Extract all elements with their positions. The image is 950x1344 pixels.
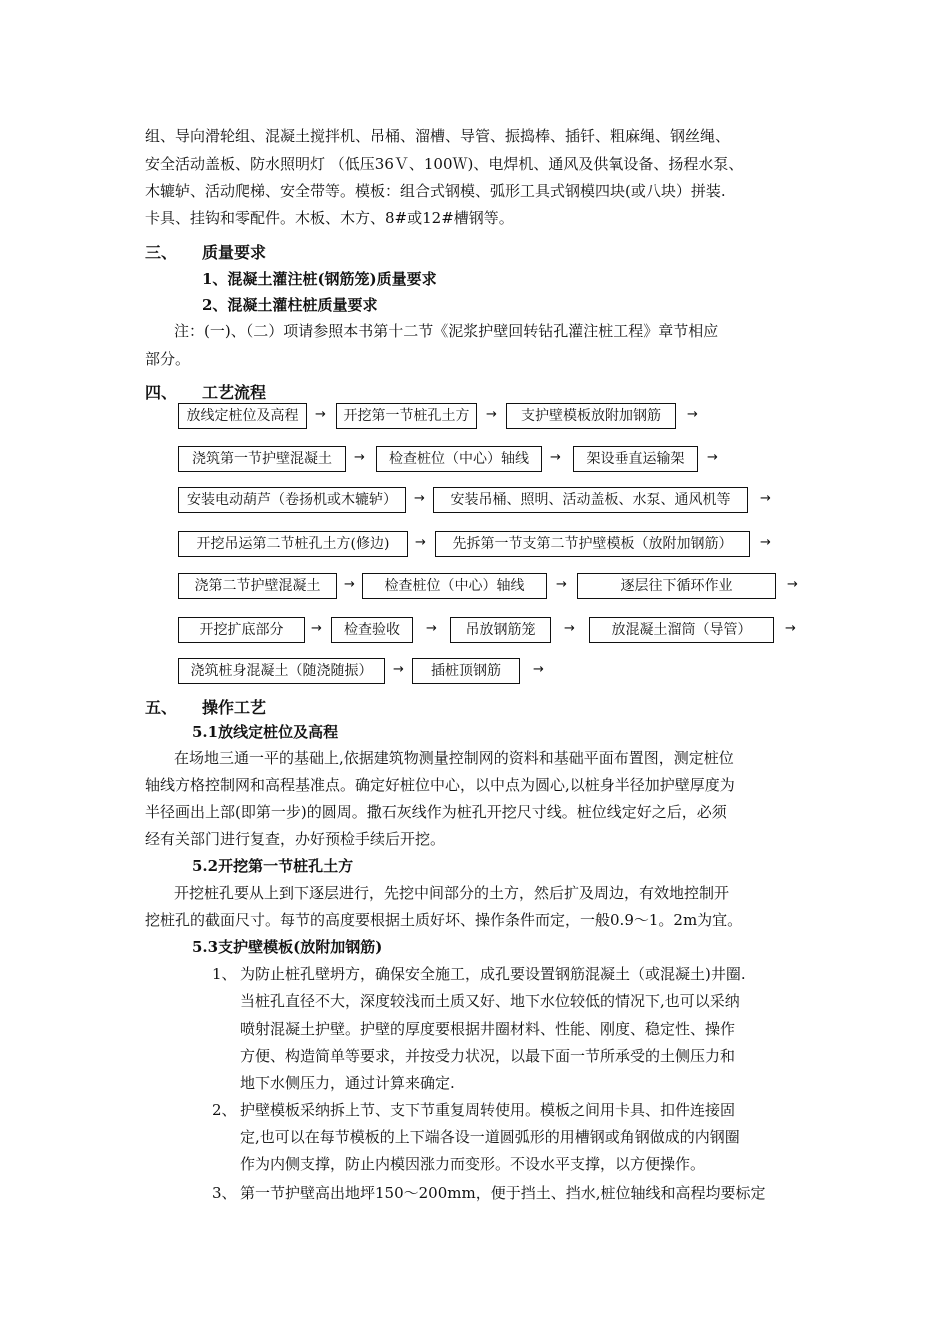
flow-arrow: → [787,577,798,592]
flow-step: 检查桩位（中心）轴线 [362,573,547,599]
section-title: 工艺流程 [202,383,267,402]
list-item-line: 为防止桩孔壁坍方，确保安全施工，成孔要设置钢筋混凝土（或混凝土)井圈. [240,965,746,983]
section-title: 质量要求 [202,243,267,262]
flow-step: 吊放钢筋笼 [450,617,551,643]
flow-arrow: → [564,621,575,636]
list-item-line: 当桩孔直径不大，深度较浅而土质又好、地下水位较低的情况下,也可以采纳 [240,992,740,1010]
flow-step: 逐层往下循环作业 [577,573,776,599]
flow-step: 插桩顶钢筋 [412,658,520,684]
flow-step: 架设垂直运输架 [573,446,698,472]
paragraph-line: 开挖桩孔要从上到下逐层进行，先挖中间部分的土方，然后扩及周边，有效地控制开 [174,884,730,902]
flow-arrow: → [550,450,561,465]
flow-step: 浇筑桩身混凝土（随浇随振） [178,658,385,684]
list-item-line: 护壁模板采纳拆上节、支下节重复周转使用。模板之间用卡具、扣件连接固 [240,1101,736,1119]
flow-arrow: → [785,621,796,636]
flow-arrow: → [315,407,326,422]
paragraph-line: 轴线方格控制网和高程基准点。确定好桩位中心，以中点为圆心,以桩身半径加护壁厚度为 [145,776,735,794]
intro-line: 组、导向滑轮组、混凝土搅拌机、吊桶、溜槽、导管、振捣棒、插钎、粗麻绳、钢丝绳、 [145,127,731,145]
flow-arrow: → [687,407,698,422]
paragraph-line: 半径画出上部(即第一步)的圆周。撒石灰线作为桩孔开挖尺寸线。桩位线定好之后，必须 [145,803,727,821]
flow-step: 先拆第一节支第二节护壁模板（放附加钢筋） [435,531,750,557]
list-number: 1、 [212,965,237,983]
paragraph-line: 经有关部门进行复查，办好预检手续后开挖。 [145,830,446,848]
section-title: 操作工艺 [202,698,267,717]
flow-step: 支护壁模板放附加钢筋 [506,403,676,429]
section-number: 三、 [145,243,178,262]
paragraph-line: 挖桩孔的截面尺寸。每节的高度要根据土质好坏、操作条件而定，一般0.9～1。2m为宜。 [145,911,743,929]
flow-step: 开挖扩底部分 [178,617,305,643]
list-number: 3、 [212,1184,237,1202]
intro-line: 卡具、挂钩和零配件。木板、木方、8#或12#槽钢等。 [145,209,514,227]
flow-arrow: → [311,621,322,636]
list-item-line: 方便、构造简单等要求，并按受力状况，以最下面一节所承受的土侧压力和 [240,1047,736,1065]
list-item-line: 喷射混凝土护壁。护壁的厚度要根据井圈材料、性能、刚度、稳定性、操作 [240,1020,736,1038]
flow-step: 浇第二节护壁混凝土 [178,573,337,599]
subsection-title: 5.1放线定桩位及高程 [192,723,339,741]
flow-arrow: → [426,621,437,636]
flow-step: 开挖第一节桩孔土方 [336,403,477,429]
intro-line: 安全活动盖板、防水照明灯 （低压36Ｖ、100Ｗ)、电焊机、通风及供氧设备、扬程水泵、 [145,155,744,173]
flow-step: 检查验收 [331,617,413,643]
paragraph-line: 在场地三通一平的基础上,依据建筑物测量控制网的资料和基础平面布置图，测定桩位 [174,749,734,767]
flow-step: 安装电动葫芦（卷扬机或木辘轳） [178,487,406,513]
flow-arrow: → [415,535,426,550]
list-item-line: 作为内侧支撑，防止内模因涨力而变形。不设水平支撑，以方便操作。 [240,1155,706,1173]
list-item-line: 定,也可以在每节模板的上下端各设一道圆弧形的用槽钢或角钢做成的内钢圈 [240,1128,740,1146]
quality-item: 2、混凝土灌柱桩质量要求 [202,296,378,314]
flow-step: 放线定桩位及高程 [178,403,307,429]
flow-step: 检查桩位（中心）轴线 [376,446,542,472]
flow-step: 浇筑第一节护壁混凝土 [178,446,346,472]
subsection-title: 5.2开挖第一节桩孔土方 [192,857,354,875]
section-number: 四、 [145,383,178,402]
flow-arrow: → [556,577,567,592]
flow-arrow: → [414,491,425,506]
subsection-title: 5.3支护壁模板(放附加钢筋) [192,938,383,956]
flow-arrow: → [707,450,718,465]
flow-arrow: → [760,535,771,550]
list-number: 2、 [212,1101,237,1119]
quality-item: 1、混凝土灌注桩(钢筋笼)质量要求 [202,270,437,288]
flow-step: 安装吊桶、照明、活动盖板、水泵、通风机等 [433,487,748,513]
flow-step: 开挖吊运第二节桩孔土方(修边) [178,531,408,557]
flow-arrow: → [344,577,355,592]
flow-step: 放混凝土溜筒（导管） [589,617,774,643]
flow-arrow: → [393,662,404,677]
list-item-line: 第一节护壁高出地坪150～200mm，便于挡土、挡水,桩位轴线和高程均要标定 [240,1184,766,1202]
flow-arrow: → [760,491,771,506]
flow-arrow: → [354,450,365,465]
flow-arrow: → [486,407,497,422]
flow-arrow: → [533,662,544,677]
list-item-line: 地下水侧压力，通过计算来确定. [240,1074,455,1092]
note-line: 部分。 [145,350,191,368]
section-number: 五、 [145,698,178,717]
note-line: 注：(一)、（二）项请参照本书第十二节《泥浆护壁回转钻孔灌注桩工程》章节相应 [174,322,719,340]
intro-line: 木辘轳、活动爬梯、安全带等。模板：组合式钢模、弧形工具式钢模四块(或八块）拼装. [145,182,726,200]
